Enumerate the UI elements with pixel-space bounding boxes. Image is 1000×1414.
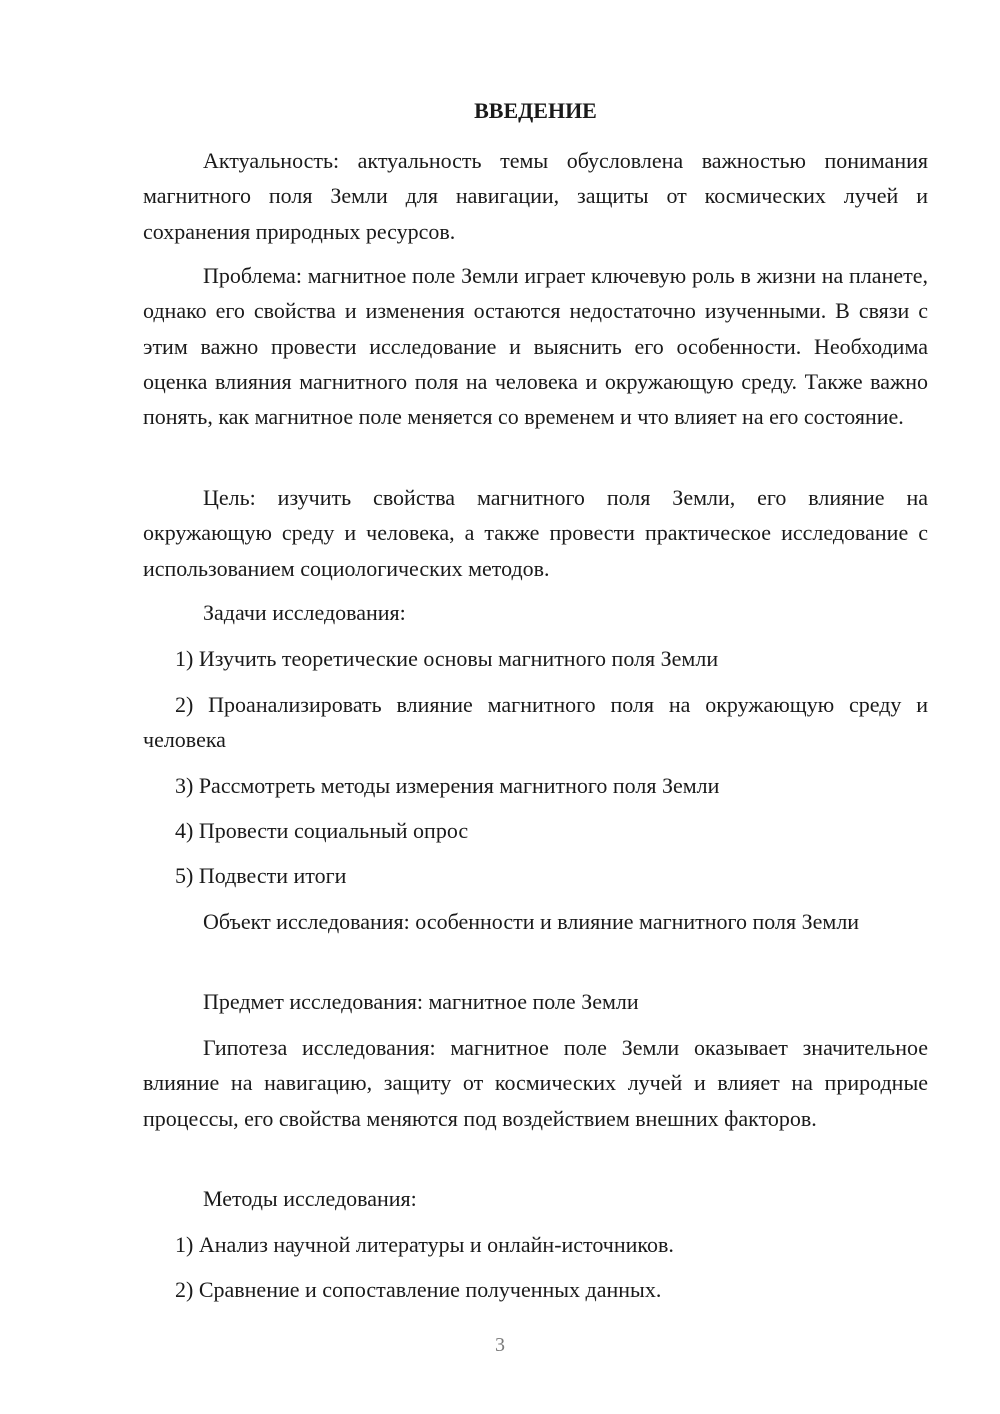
paragraph-subject: Предмет исследования: магнитное поле Земли [203,989,639,1014]
tasks-heading: Задачи исследования: [203,600,406,625]
task-item-2: 2) Проанализировать влияние магнитного поля на окружающую среду и человека [143,692,928,753]
page-number: 3 [495,1334,505,1356]
paragraph-object: Объект исследования: особенности и влияние магнитного поля Земли [203,909,860,934]
task-item-4: 4) Провести социальный опрос [175,818,469,843]
task-item-5: 5) Подвести итоги [175,863,347,888]
task-item-1: 1) Изучить теоретические основы магнитного поля Земли [175,646,719,671]
methods-heading: Методы исследования: [203,1186,417,1211]
method-item-1: 1) Анализ научной литературы и онлайн-источников. [175,1232,674,1257]
paragraph-relevance: Актуальность: актуальность темы обусловлена важностью понимания магнитного поля Земли для навигации, защиты от космических лучей и сохранения природных ресурсов. [143,148,928,244]
paragraph-goal: Цель: изучить свойства магнитного поля Земли, его влияние на окружающую среду и человека, а также провести практическое исследование с использованием социологических методов. [143,485,928,581]
paragraph-hypothesis: Гипотеза исследования: магнитное поле Земли оказывает значительное влияние на навигацию, защиту от космических лучей и влияет на природные процессы, его свойства меняются под воздействием внешних факторов. [143,1035,928,1131]
task-item-3: 3) Рассмотреть методы измерения магнитного поля Земли [175,773,720,798]
method-item-2: 2) Сравнение и сопоставление полученных данных. [175,1277,662,1302]
paragraph-problem: Проблема: магнитное поле Земли играет ключевую роль в жизни на планете, однако его свойства и изменения остаются недостаточно изученными. В связи с этим важно провести исследование и выяснить его особенности. Необходима оценка влияния магнитного поля на человека и окружающую среду. Также важно понять, как магнитное поле меняется со временем и что влияет на его состояние. [143,263,928,430]
page-title: ВВЕДЕНИЕ [474,98,597,123]
